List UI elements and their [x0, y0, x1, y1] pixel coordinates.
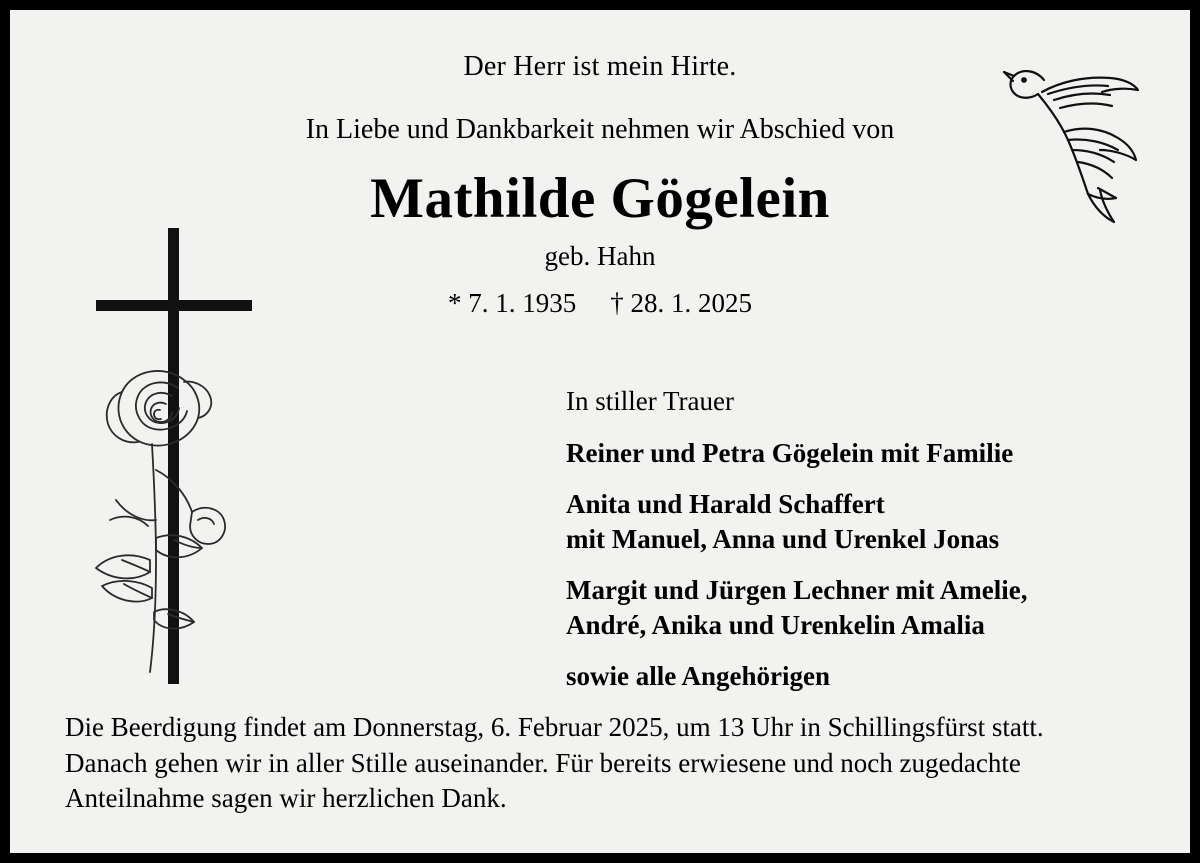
mourner-group	[566, 573, 1166, 642]
mourner-line: sowie alle Angehörigen	[566, 661, 830, 692]
mourners-block	[566, 385, 1166, 694]
maiden-name: geb. Hahn	[544, 240, 656, 271]
mourner-group	[566, 487, 1166, 556]
header-block	[10, 50, 1190, 319]
obituary-card	[10, 10, 1190, 853]
deceased-name: Mathilde Gögelein	[370, 167, 830, 231]
mourner-group	[566, 436, 1166, 471]
mourner-line: Margit und Jürgen Lechner mit Amelie,	[566, 575, 1028, 606]
funeral-details	[65, 710, 1150, 817]
intro-text: In Liebe und Dankbarkeit nehmen wir Abschied von	[305, 113, 895, 145]
mourning-intro: In stiller Trauer	[566, 386, 734, 416]
rose-icon	[96, 371, 225, 672]
mourner-group	[566, 659, 1166, 694]
funeral-line-2: Danach gehen wir in aller Stille auseinander. Für bereits erwiesene und noch zugedachte	[65, 747, 1021, 778]
death-date: † 28. 1. 2025	[610, 287, 752, 318]
birth-date: * 7. 1. 1935	[448, 287, 577, 318]
mourner-line: mit Manuel, Anna und Urenkel Jonas	[566, 523, 1000, 554]
funeral-line-3: Anteilnahme sagen wir herzlichen Dank.	[65, 783, 507, 814]
life-dates	[10, 288, 1190, 319]
mourner-line: Reiner und Petra Gögelein mit Familie	[566, 437, 1014, 468]
verse-text: Der Herr ist mein Hirte.	[463, 51, 737, 82]
mourner-line: Anita und Harald Schaffert	[566, 489, 885, 520]
mourner-line: André, Anika und Urenkelin Amalia	[566, 609, 985, 640]
funeral-line-1: Die Beerdigung findet am Donnerstag, 6. Februar 2025, um 13 Uhr in Schillingsfürst statt.	[65, 712, 1044, 743]
